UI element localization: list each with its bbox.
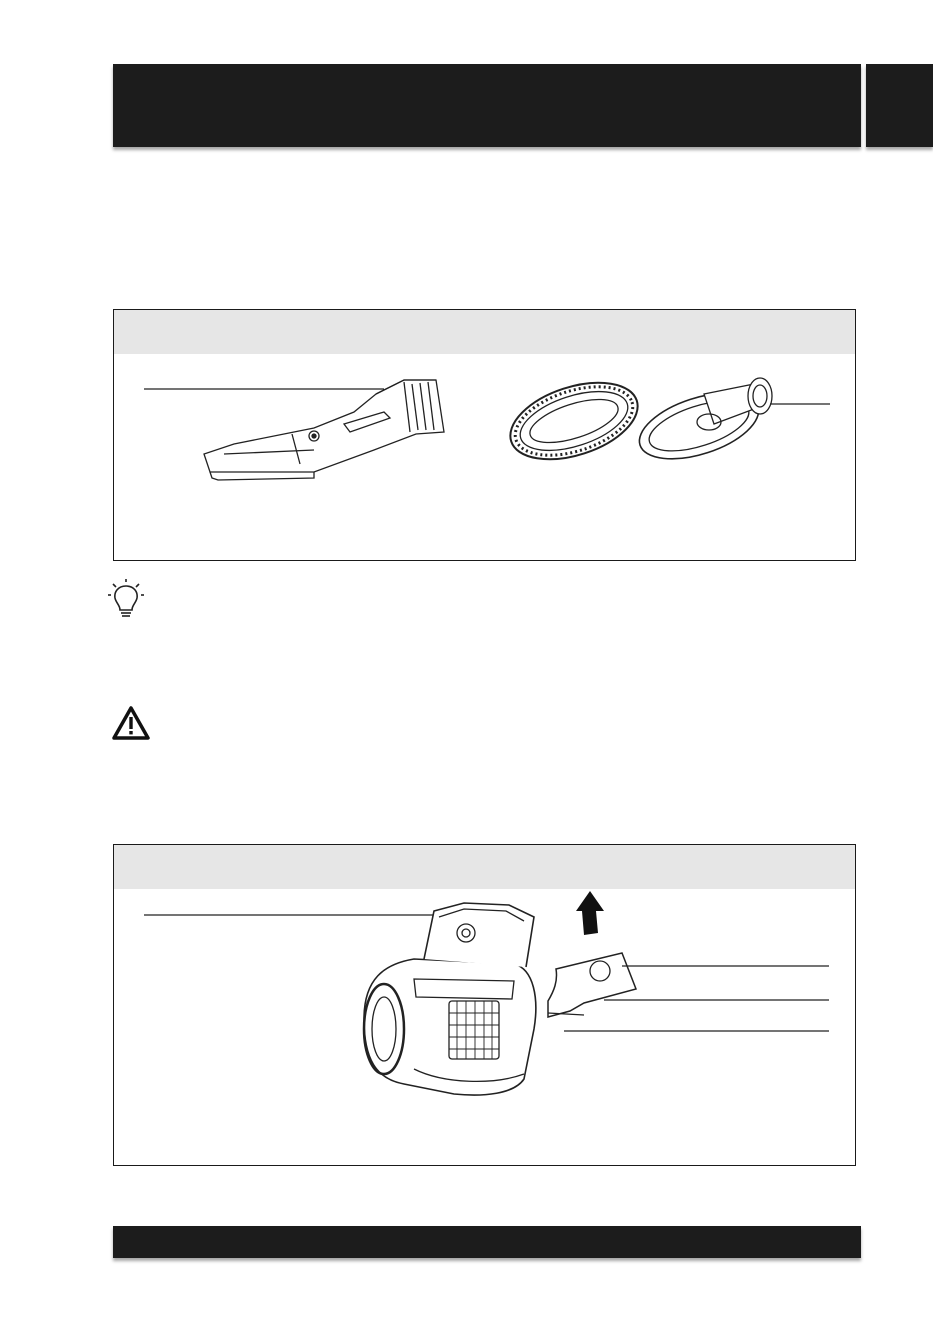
footer-bar	[113, 1226, 861, 1258]
warning-triangle-icon	[112, 706, 150, 740]
brush-ring-drawing	[501, 368, 648, 473]
crevice-tool-drawing	[204, 380, 444, 480]
figure-attachments	[113, 309, 856, 561]
figure-dust-bag	[113, 844, 856, 1166]
figure-attachments-header	[114, 310, 855, 354]
header-page-tab	[866, 64, 933, 147]
dust-bag-illustration	[114, 889, 855, 1164]
header-bar	[113, 64, 861, 147]
lightbulb-icon	[108, 578, 144, 620]
vacuum-cleaner-drawing	[364, 903, 536, 1095]
attachments-illustration	[114, 354, 855, 559]
dusting-brush-drawing	[631, 378, 830, 472]
figure-dust-bag-header	[114, 845, 855, 889]
dust-bag-drawing	[548, 953, 636, 1017]
arrow-up-icon	[576, 891, 604, 935]
